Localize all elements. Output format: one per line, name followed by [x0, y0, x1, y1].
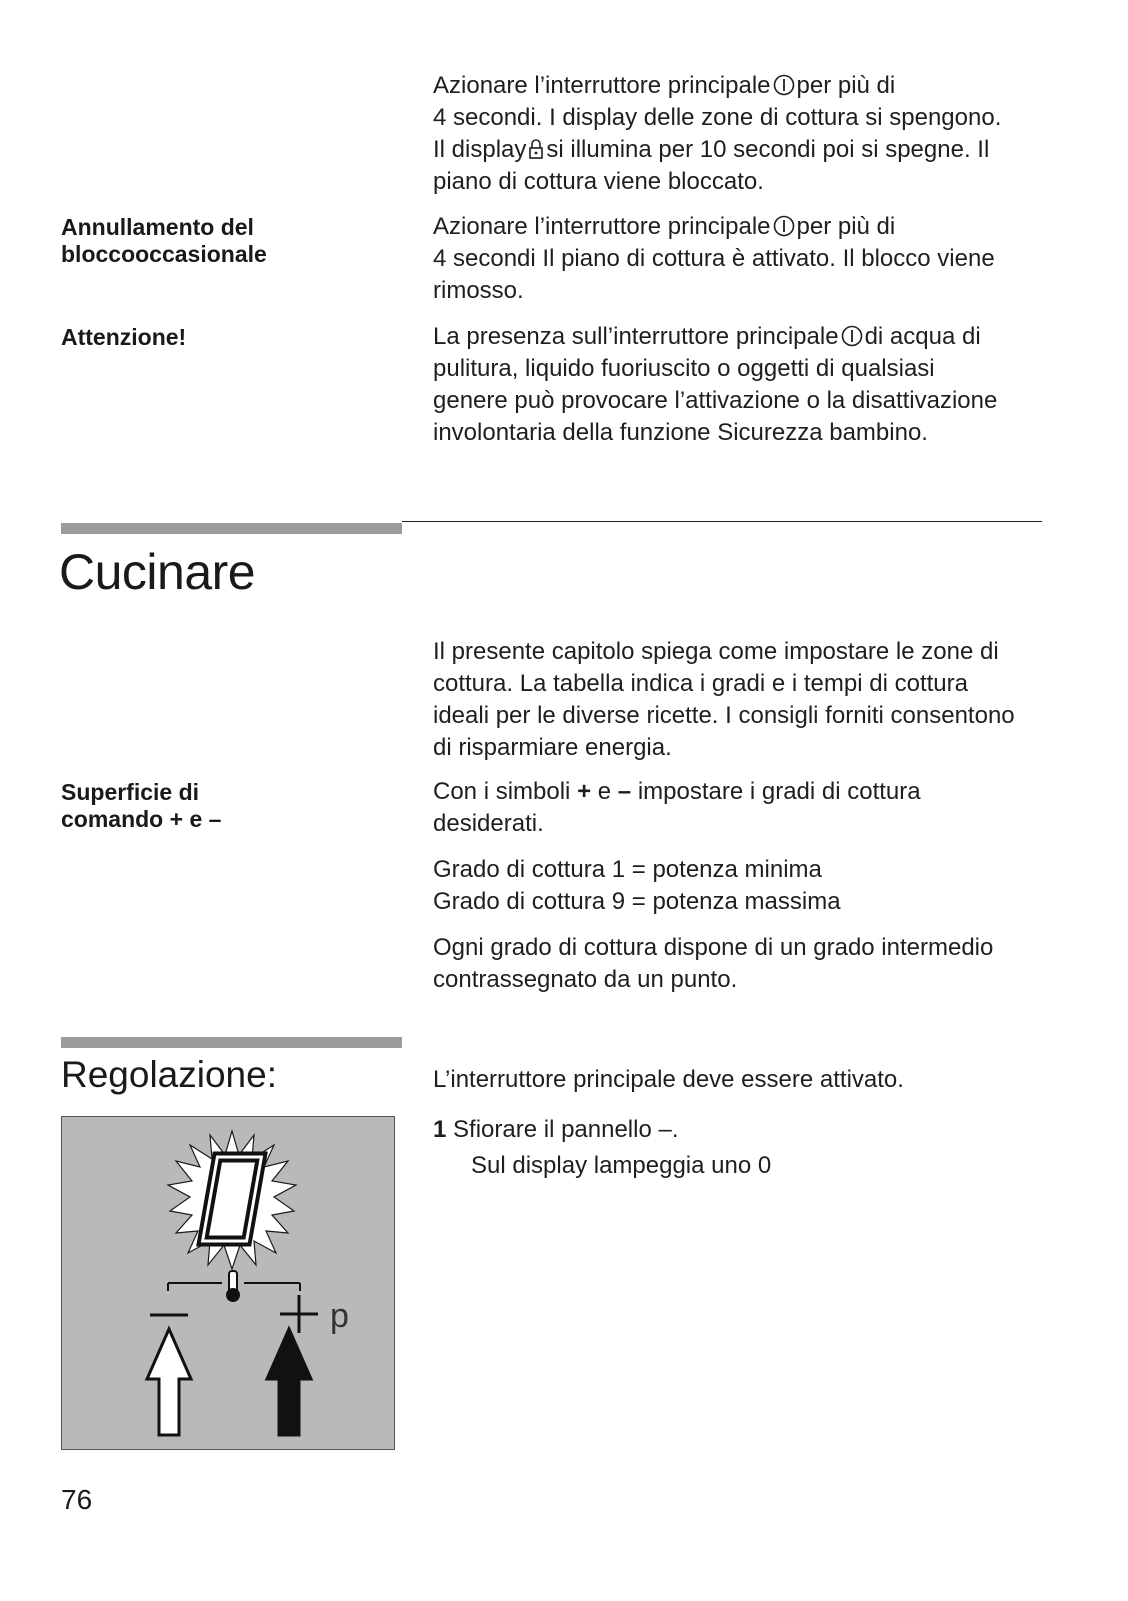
thermometer-icon [168, 1271, 300, 1301]
intro-line1: Il presente capitolo spiega come impostare le zone di [433, 638, 999, 665]
plus-sign-icon [280, 1295, 318, 1333]
intro-line3: ideali per le diverse ricette. I consigli forniti consentono [433, 702, 1015, 729]
p-label: p [330, 1297, 349, 1335]
attenzione-label [61, 324, 401, 351]
step-sub: Sul display lampeggia uno 0 [471, 1152, 772, 1179]
control-panel-drawing [62, 1117, 396, 1451]
step-number: 1 [433, 1116, 447, 1143]
superficie-e: e [597, 778, 612, 805]
superficie-text [433, 776, 1073, 840]
regolazione-title: Regolazione: [61, 1054, 277, 1095]
section-divider-rule [402, 521, 1042, 522]
intro-line2: cottura. La tabella indica i gradi e i tempi di cottura [433, 670, 968, 697]
page-number: 76 [61, 1484, 93, 1515]
annullamento-label [61, 214, 401, 268]
filled-arrow-icon [267, 1329, 311, 1435]
intro-text [433, 636, 1093, 764]
block1-line3b: si illumina per 10 secondi poi si spegne. Il [546, 136, 990, 163]
section-title: Cucinare [59, 544, 256, 600]
block2-line2: 4 secondi Il piano di cottura è attivato. Il blocco viene [433, 245, 995, 272]
power-switch-icon [773, 215, 795, 237]
block1-line3a: Il display [433, 136, 527, 163]
block3-line1b: di acqua di [864, 323, 981, 350]
superficie-label-line2: comando + e – [61, 806, 222, 832]
plus-symbol: + [577, 778, 592, 805]
gradi-line1: Grado di cottura 1 = potenza minima [433, 856, 822, 883]
lock-icon [528, 138, 544, 160]
gradi-text [433, 854, 1073, 918]
block2-text [433, 211, 1073, 307]
control-panel-illustration [61, 1116, 395, 1450]
gradi-line2: Grado di cottura 9 = potenza massima [433, 888, 841, 915]
minus-symbol: – [617, 778, 632, 805]
block1-text [433, 70, 1073, 198]
block2-line1a: Azionare l’interruttore principale [433, 213, 771, 240]
annullamento-label-line2: bloccooccasionale [61, 241, 267, 267]
superficie-line1a: Con i simboli [433, 778, 571, 805]
regolazione-line1: L’interruttore principale deve essere attivato. [433, 1066, 904, 1093]
section-divider-bar [61, 523, 402, 534]
intermedio-text [433, 932, 1093, 996]
block3-line4: involontaria della funzione Sicurezza bambino. [433, 419, 928, 446]
block3-line1a: La presenza sull’interruttore principale [433, 323, 839, 350]
superficie-line1b: impostare i gradi di cottura [637, 778, 921, 805]
regolazione-step [433, 1114, 1073, 1182]
power-switch-icon [773, 74, 795, 96]
block2-line1b: per più di [796, 213, 896, 240]
superficie-label [61, 779, 401, 833]
block3-line2: pulitura, liquido fuoriuscito o oggetti di qualsiasi [433, 355, 935, 382]
intermedio-line1: Ogni grado di cottura dispone di un grado intermedio [433, 934, 994, 961]
block1-line4: piano di cottura viene bloccato. [433, 168, 764, 195]
block1-line2: 4 secondi. I display delle zone di cottura si spengono. [433, 104, 1002, 131]
regolazione-divider-bar [61, 1037, 402, 1048]
block2-line3: rimosso. [433, 277, 524, 304]
intro-line4: di risparmiare energia. [433, 734, 672, 761]
superficie-label-line1: Superficie di [61, 779, 200, 805]
block1-line1b: per più di [796, 72, 896, 99]
attenzione-label-text: Attenzione! [61, 324, 187, 350]
block1-line1a: Azionare l’interruttore principale [433, 72, 771, 99]
intermedio-line2: contrassegnato da un punto. [433, 966, 738, 993]
block3-line3: genere può provocare l’attivazione o la disattivazione [433, 387, 998, 414]
annullamento-label-line1: Annullamento del [61, 214, 254, 240]
block3-text [433, 321, 1073, 449]
hollow-arrow-icon [147, 1329, 191, 1435]
power-switch-icon [841, 325, 863, 347]
step-text: Sfiorare il pannello –. [453, 1116, 679, 1143]
superficie-line2: desiderati. [433, 810, 544, 837]
